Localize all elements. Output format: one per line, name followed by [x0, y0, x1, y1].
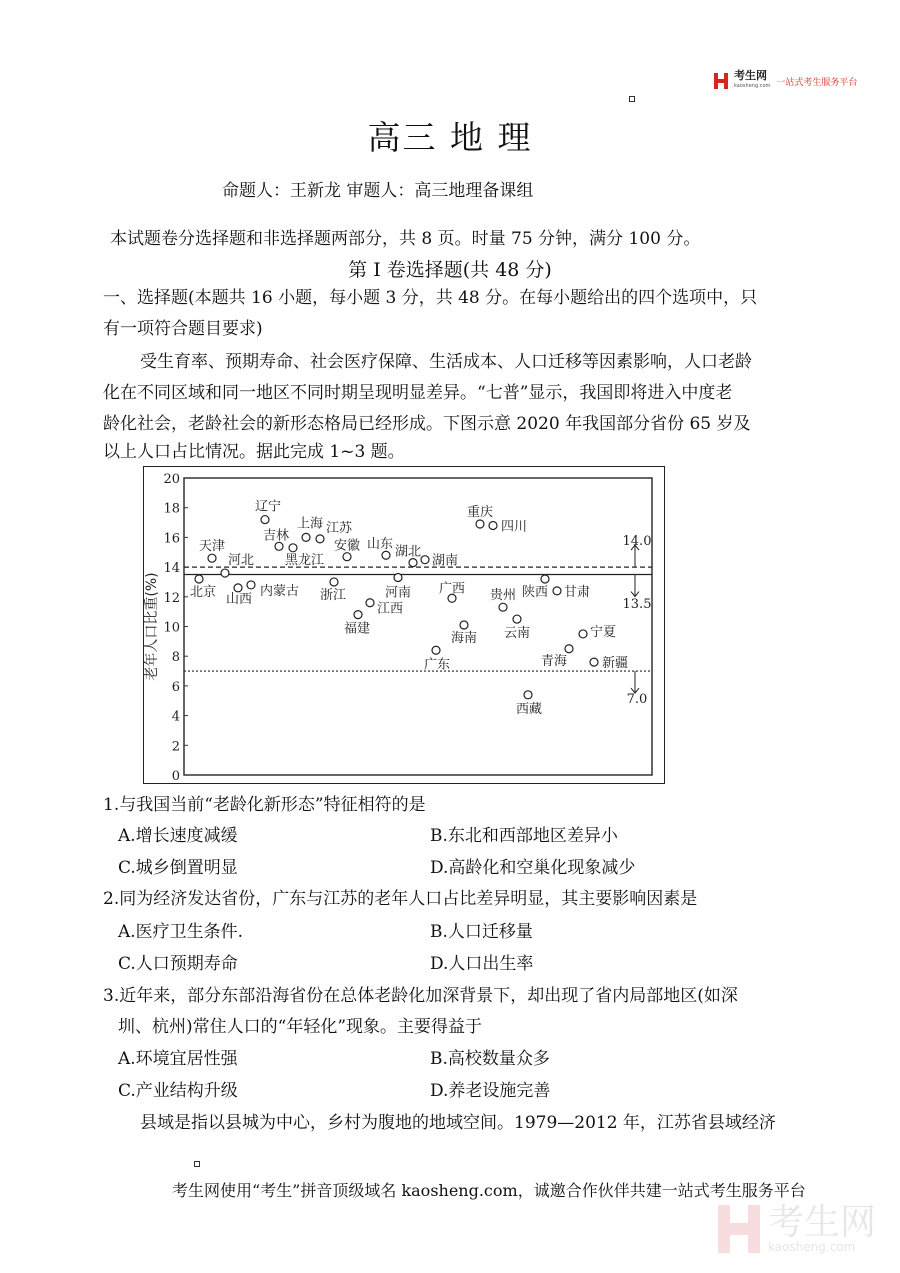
point-label: 青海 [541, 653, 568, 669]
q3-option-c[interactable]: C.产业结构升级 [118, 1081, 238, 1101]
point-label: 山东 [367, 537, 394, 553]
data-point-贵州 [499, 603, 507, 611]
passage-line: 以上人口占比情况。据此完成 1~3 题。 [103, 442, 405, 462]
reference-label: 13.5 [622, 597, 652, 612]
point-label: 上海 [297, 516, 324, 532]
data-point-河南 [394, 573, 402, 581]
footer-text: 考生网使用“考生”拼音顶级域名 kaosheng.com，诚邀合作伙伴共建一站式考生服务平台 [172, 1181, 806, 1200]
q2-option-d[interactable]: D.人口出生率 [430, 954, 534, 974]
question-1-stem: 1.与我国当前“老龄化新形态”特征相符的是 [103, 795, 426, 815]
data-point-四川 [489, 522, 497, 530]
point-label: 广东 [424, 657, 451, 673]
q3-option-b[interactable]: B.高校数量众多 [430, 1049, 550, 1069]
data-point-北京 [195, 575, 203, 583]
q2-option-b[interactable]: B.人口迁移量 [430, 922, 533, 942]
y-tick-label: 10 [163, 620, 180, 636]
point-label: 广西 [439, 581, 466, 597]
data-point-云南 [513, 615, 521, 623]
point-label: 福建 [344, 621, 371, 637]
point-label: 山西 [226, 591, 253, 607]
question-2-stem: 2.同为经济发达省份，广东与江苏的老年人口占比差异明显，其主要影响因素是 [103, 889, 698, 909]
y-tick-label: 8 [171, 650, 180, 666]
point-label: 吉林 [263, 528, 290, 544]
data-point-宁夏 [579, 630, 587, 638]
page-title: 高三 地 理 [367, 118, 533, 157]
y-tick-label: 4 [171, 709, 180, 725]
q2-option-a[interactable]: A.医疗卫生条件. [118, 922, 244, 942]
y-tick-label: 18 [163, 501, 180, 517]
data-point-江西 [366, 599, 374, 607]
authors: 命题人：王新龙 审题人：高三地理备课组 [222, 181, 534, 201]
q3-option-a[interactable]: A.环境宜居性强 [118, 1049, 238, 1069]
point-label: 西藏 [516, 701, 543, 717]
y-tick-label: 6 [171, 679, 180, 695]
logo-slogan: 一站式考生服务平台 [776, 77, 858, 88]
question-3-stem: 圳、杭州)常住人口的“年轻化”现象。主要得益于 [118, 1017, 483, 1037]
data-point-山东 [382, 551, 390, 559]
section-title: 第 I 卷选择题(共 48 分) [348, 259, 552, 281]
plot-frame [184, 478, 652, 775]
point-label: 海南 [451, 631, 478, 647]
point-label: 天津 [199, 539, 226, 555]
y-tick-label: 12 [163, 590, 180, 606]
logo-domain: kaosheng.com [734, 83, 771, 89]
data-point-黑龙江 [289, 544, 297, 552]
y-tick-label: 14 [163, 561, 180, 577]
data-point-辽宁 [261, 516, 269, 524]
point-label: 江苏 [326, 520, 353, 536]
q3-option-d[interactable]: D.养老设施完善 [430, 1081, 551, 1101]
q1-option-d[interactable]: D.高龄化和空巢化现象减少 [430, 858, 636, 878]
point-label: 新疆 [602, 656, 629, 672]
y-tick-label: 2 [171, 739, 180, 755]
watermark-logo-icon [718, 1205, 762, 1253]
reference-label: 14.0 [622, 534, 652, 549]
passage-line: 龄化社会，老龄社会的新形态格局已经形成。下图示意 2020 年我国部分省份 65 岁及 [103, 414, 751, 434]
y-axis-title: 老年人口比重(%) [144, 572, 160, 681]
point-label: 四川 [501, 519, 528, 535]
data-point-甘肃 [553, 587, 561, 595]
point-label: 江西 [377, 601, 404, 617]
y-tick-label: 20 [163, 472, 180, 487]
reference-label: 7.0 [626, 692, 648, 707]
watermark-domain: kaosheng.com [768, 1240, 856, 1254]
kaosheng-watermark [718, 1202, 877, 1254]
point-label: 河北 [228, 553, 255, 569]
aging-scatter-plot [1, 23, 900, 823]
passage-line: 化在不同区域和同一地区不同时期呈现明显差异。“七普”显示，我国即将进入中度老 [103, 383, 733, 403]
part1-line: 有一项符合题目要求) [103, 319, 263, 339]
data-point-广东 [432, 646, 440, 654]
point-label: 陕西 [522, 584, 549, 600]
point-label: 河南 [385, 585, 412, 601]
point-label: 云南 [504, 626, 531, 642]
point-label: 内蒙古 [260, 583, 300, 599]
part1-line: 一、选择题(本题共 16 小题，每小题 3 分，共 48 分。在每小题给出的四个选项中，只 [103, 288, 758, 308]
data-point-天津 [208, 554, 216, 562]
data-point-内蒙古 [247, 581, 255, 589]
point-label: 湖南 [432, 553, 459, 569]
data-point-青海 [565, 645, 573, 653]
point-label: 黑龙江 [285, 552, 325, 568]
point-label: 贵州 [490, 588, 517, 604]
y-tick-label: 16 [163, 531, 180, 547]
point-label: 辽宁 [255, 499, 282, 515]
data-point-浙江 [330, 578, 338, 586]
data-point-湖南 [421, 556, 429, 564]
point-label: 湖北 [395, 544, 422, 560]
data-point-吉林 [275, 542, 283, 550]
q1-option-c[interactable]: C.城乡倒置明显 [118, 858, 238, 878]
question-3-stem: 3.近年来，部分东部沿海省份在总体老龄化加深背景下，却出现了省内局部地区(如深 [103, 986, 738, 1006]
aging-chart [143, 466, 665, 784]
data-point-福建 [354, 611, 362, 619]
y-tick-label: 0 [171, 769, 180, 784]
data-point-河北 [221, 569, 229, 577]
watermark-name: 考生网 [768, 1202, 877, 1243]
point-label: 宁夏 [590, 624, 617, 640]
exam-intro: 本试题卷分选择题和非选择题两部分，共 8 页。时量 75 分钟，满分 100 分。 [110, 229, 701, 249]
marker-square [194, 1161, 200, 1167]
data-point-湖北 [409, 559, 417, 567]
data-point-海南 [460, 621, 468, 629]
q1-option-b[interactable]: B.东北和西部地区差异小 [430, 826, 618, 846]
point-label: 重庆 [467, 505, 494, 521]
point-label: 安徽 [334, 538, 361, 554]
data-point-西藏 [524, 691, 532, 699]
point-label: 北京 [190, 584, 217, 600]
data-point-陕西 [541, 575, 549, 583]
logo-name: 考生网 [734, 69, 767, 82]
data-point-安徽 [343, 553, 351, 561]
passage-2: 县域是指以县城为中心，乡村为腹地的地域空间。1979—2012 年，江苏省县域经济 [140, 1113, 776, 1133]
data-point-上海 [302, 533, 310, 541]
q2-option-c[interactable]: C.人口预期寿命 [118, 954, 238, 974]
point-label: 甘肃 [564, 584, 591, 600]
data-point-新疆 [590, 658, 598, 666]
data-point-重庆 [476, 520, 484, 528]
data-point-江苏 [316, 535, 324, 543]
data-point-山西 [234, 584, 242, 592]
q1-option-a[interactable]: A.增长速度减缓 [118, 826, 238, 846]
point-label: 浙江 [320, 587, 347, 603]
passage-line: 受生育率、预期寿命、社会医疗保障、生活成本、人口迁移等因素影响，人口老龄 [140, 352, 752, 372]
